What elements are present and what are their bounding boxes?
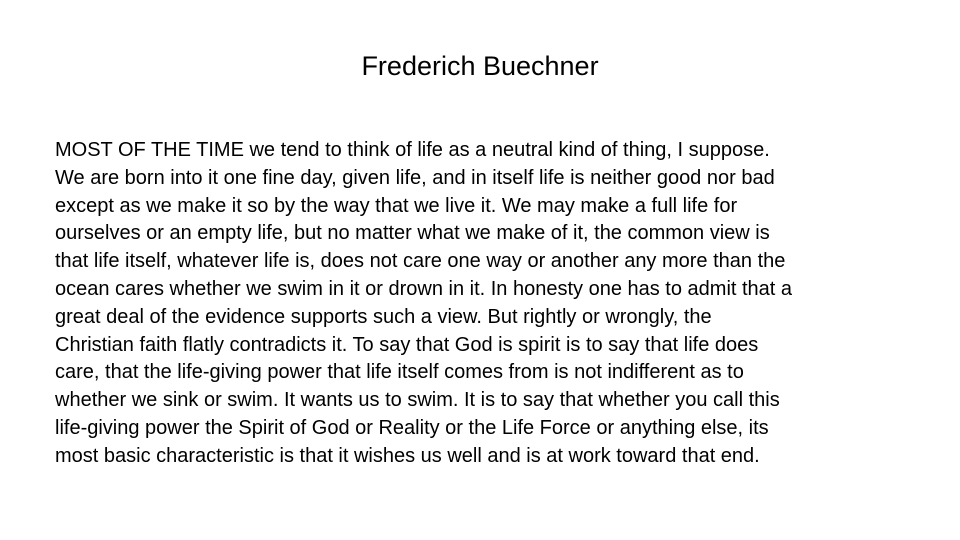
quote-line: MOST OF THE TIME we tend to think of life as a neutral kind of thing, I suppose.	[55, 139, 770, 161]
quote-line: that life itself, whatever life is, does not care one way or another any more than the	[55, 250, 786, 273]
quote-line: We are born into it one fine day, given life, and in itself life is neither good nor bad	[55, 166, 775, 189]
quote-line: care, that the life-giving power that life itself comes from is not indifferent as to	[55, 361, 744, 384]
quote-line: Christian faith flatly contradicts it. To say that God is spirit is to say that life does	[55, 333, 759, 356]
quote-line: ocean cares whether we swim in it or drown in it. In honesty one has to admit that a	[55, 277, 793, 300]
quote-line: except as we make it so by the way that we live it. We may make a full life for	[55, 194, 738, 217]
quote-line: most basic characteristic is that it wishes us well and is at work toward that end.	[55, 444, 760, 467]
quote-line: whether we sink or swim. It wants us to swim. It is to say that whether you call this	[55, 389, 780, 412]
slide-title: Frederich Buechner	[361, 51, 599, 81]
quote-paragraph	[55, 137, 915, 471]
quote-line: ourselves or an empty life, but no matter what we make of it, the common view is	[55, 222, 770, 245]
quote-line: great deal of the evidence supports such a view. But rightly or wrongly, the	[55, 305, 712, 328]
quote-line: life-giving power the Spirit of God or Reality or the Life Force or anything else, its	[55, 416, 769, 439]
